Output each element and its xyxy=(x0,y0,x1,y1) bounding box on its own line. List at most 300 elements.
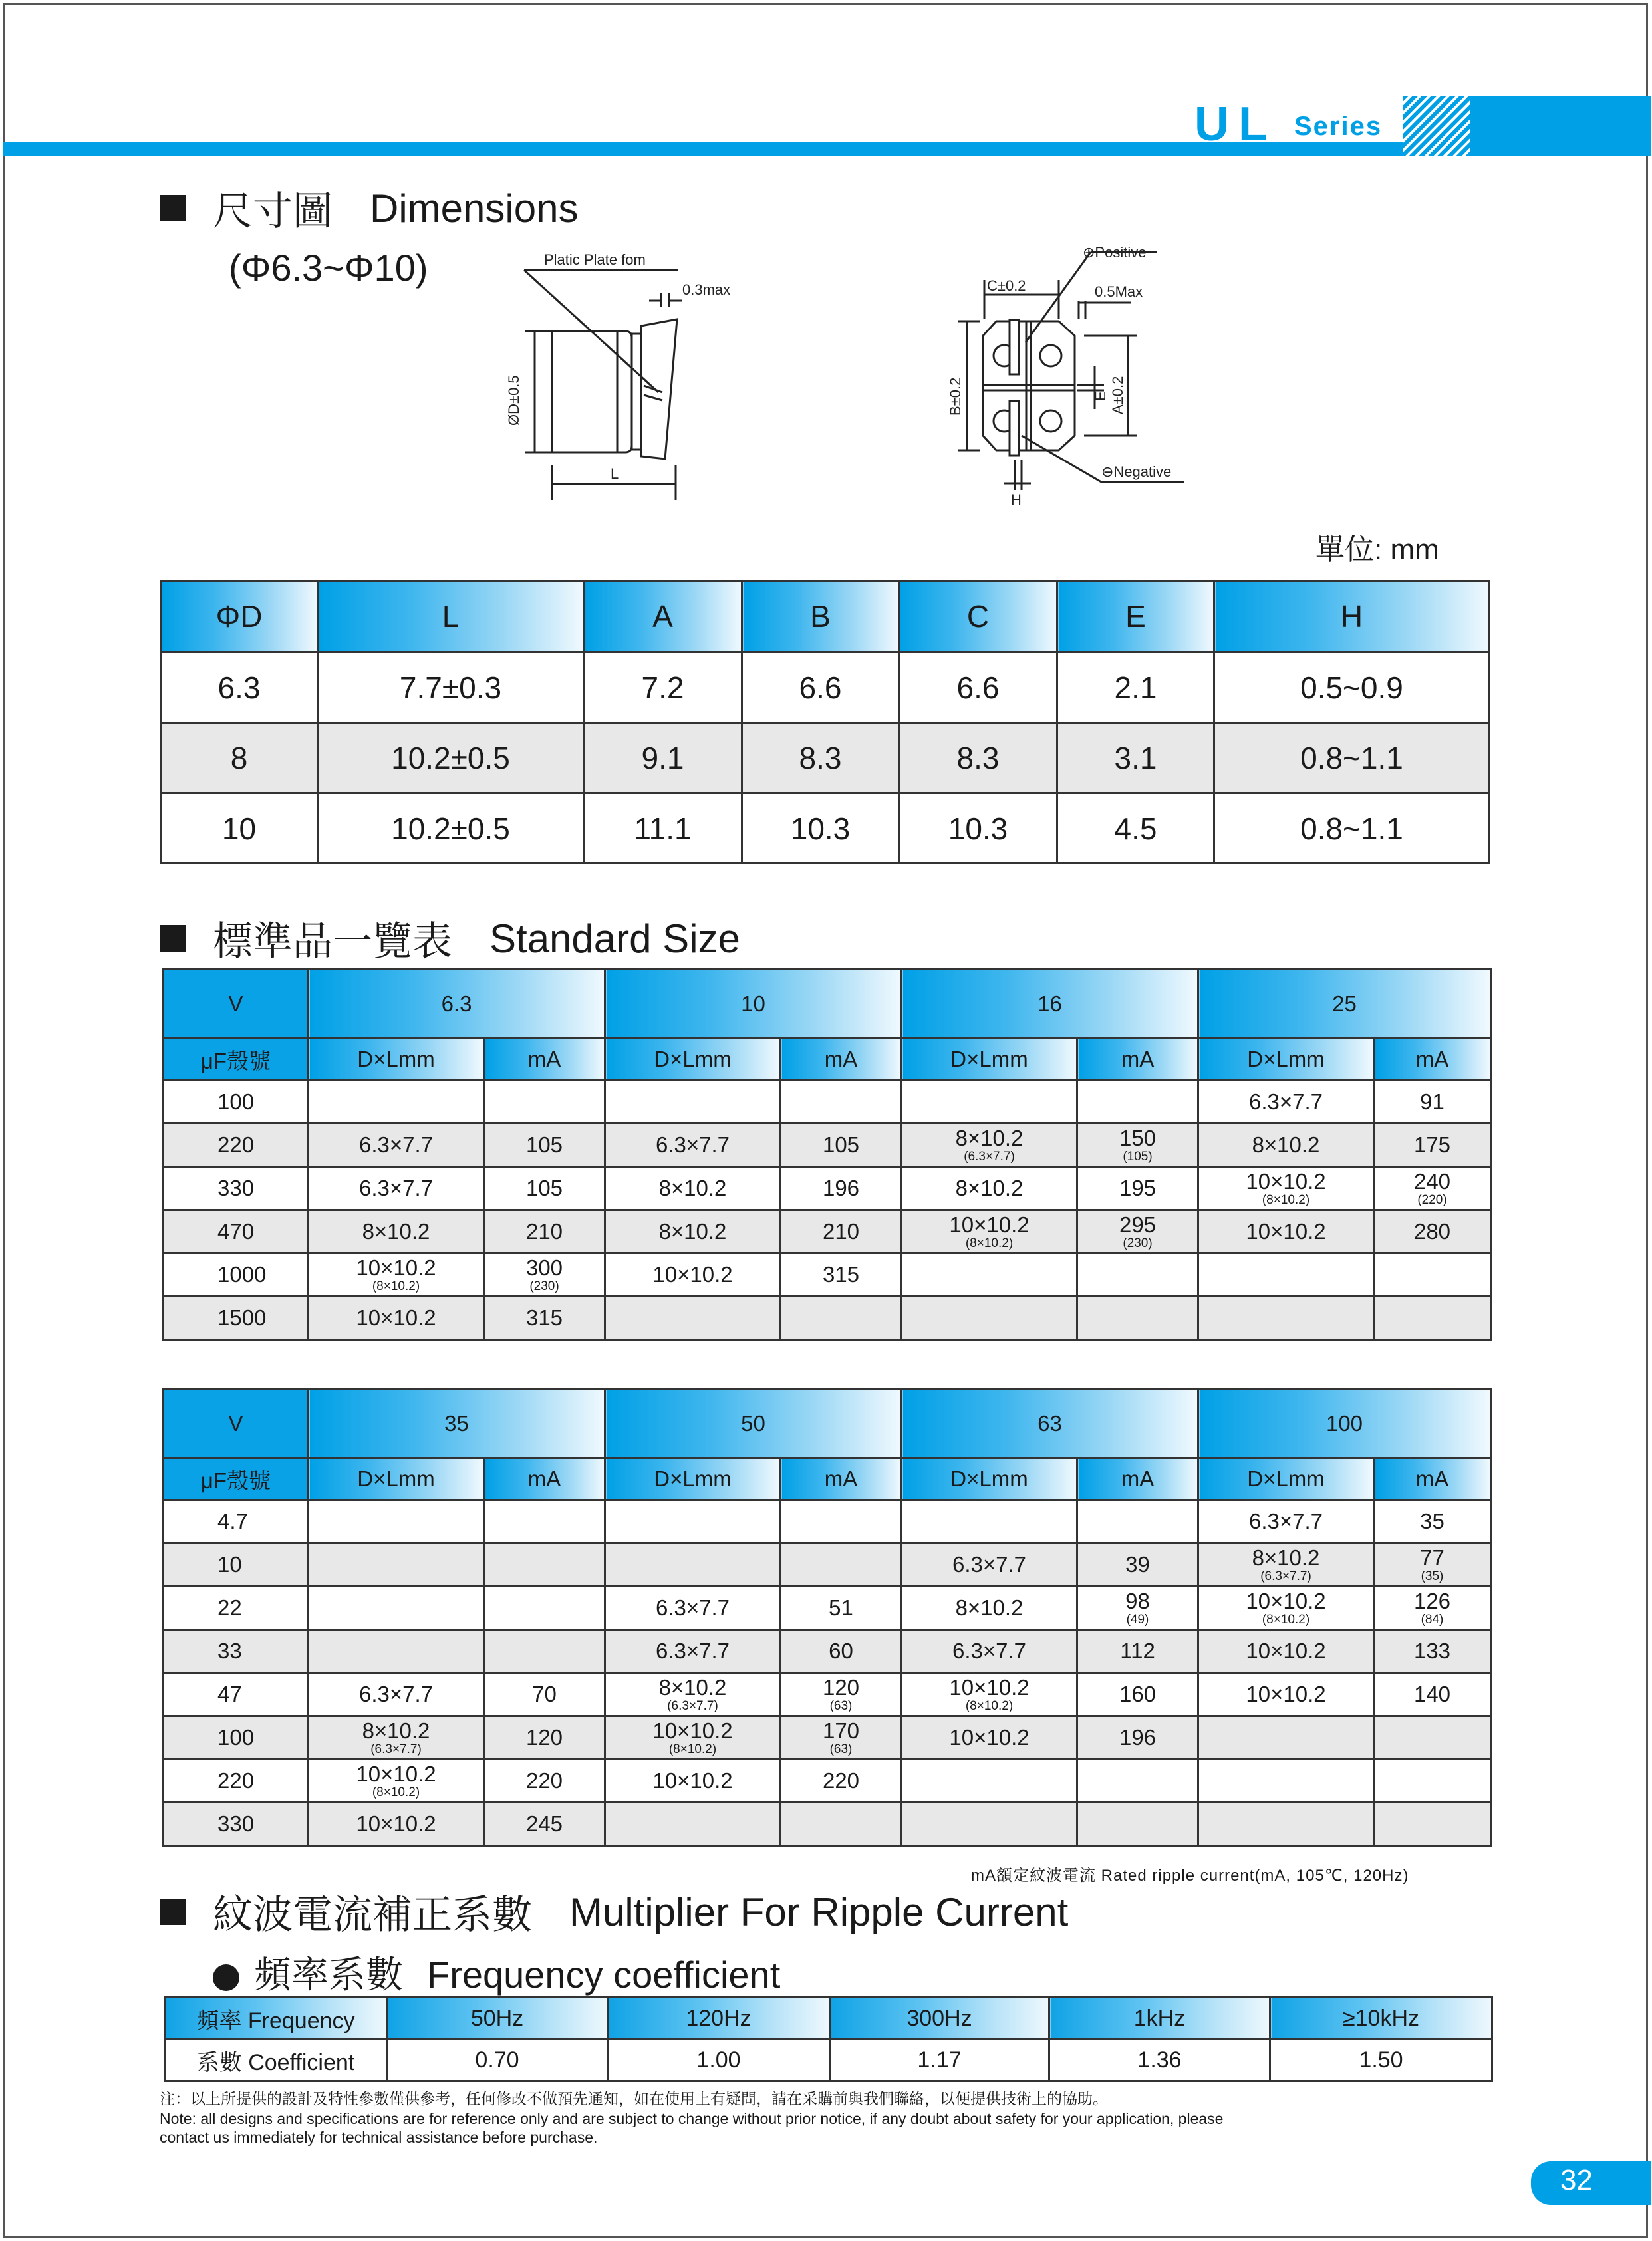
ripple-cell xyxy=(1077,1253,1198,1297)
size-cell xyxy=(605,1253,781,1297)
size-cell xyxy=(1198,1210,1374,1253)
v-label: V xyxy=(164,970,309,1039)
ripple-cell xyxy=(1077,1760,1198,1803)
dim-cell: 2.1 xyxy=(1057,652,1214,723)
cell-value: 60 xyxy=(829,1639,853,1663)
size-cell xyxy=(309,1500,484,1543)
ripple-cell xyxy=(484,1587,605,1630)
dxl-header: D×Lmm xyxy=(309,1458,484,1500)
size-cell xyxy=(902,1297,1077,1340)
size-cell xyxy=(605,1543,781,1587)
table-row xyxy=(161,652,1490,723)
ripple-cell xyxy=(1374,1297,1491,1340)
ripple-cell xyxy=(781,1673,902,1716)
dim-cell: 10.2±0.5 xyxy=(318,723,584,793)
frequency-cell: ≥10kHz xyxy=(1270,1998,1492,2040)
frequency-cell: 1kHz xyxy=(1049,1998,1270,2040)
uf-label: μF殼號 xyxy=(164,1039,309,1081)
size-cell xyxy=(902,1760,1077,1803)
unit-label: 單位: mm xyxy=(1315,533,1439,566)
ma-header: mA xyxy=(1374,1458,1491,1500)
voltage-cell: 6.3 xyxy=(309,970,605,1039)
size-cell xyxy=(902,1803,1077,1846)
stacked-value xyxy=(485,1257,604,1293)
voltage-cell: 63 xyxy=(902,1389,1198,1458)
dim-cell: 8.3 xyxy=(742,723,899,793)
c-label: C±0.2 xyxy=(987,277,1026,294)
main-value: 240 xyxy=(1413,1169,1451,1194)
size-cell xyxy=(605,1210,781,1253)
cell-value: 8×10.2 xyxy=(955,1595,1024,1620)
positive-label: ⊕Positive xyxy=(1083,244,1147,261)
table-row xyxy=(164,1760,1491,1803)
alt-value: (220) xyxy=(1417,1193,1447,1207)
ripple-cell xyxy=(1077,1500,1198,1543)
cell-value: 6.3×7.7 xyxy=(1248,1509,1323,1533)
size-cell xyxy=(902,1716,1077,1760)
ripple-cell xyxy=(1374,1167,1491,1210)
alt-value: (63) xyxy=(829,1742,853,1756)
ripple-cell xyxy=(781,1210,902,1253)
negative-label: ⊖Negative xyxy=(1101,463,1172,480)
table-row xyxy=(164,1500,1491,1543)
table-row xyxy=(161,723,1490,793)
coefficient-cell: 0.70 xyxy=(387,2040,608,2081)
ma-header: mA xyxy=(484,1458,605,1500)
main-value: 10×10.2 xyxy=(356,1762,436,1786)
cell-value: 196 xyxy=(822,1176,860,1200)
ripple-cell xyxy=(484,1253,605,1297)
dim-header-cell: C xyxy=(899,581,1057,652)
size-cell xyxy=(902,1673,1077,1716)
dim-cell: 4.5 xyxy=(1057,793,1214,864)
dim-cell: 6.6 xyxy=(899,652,1057,723)
cell-value: 6.3×7.7 xyxy=(655,1639,730,1663)
cell-value: 8×10.2 xyxy=(362,1219,430,1244)
alt-value: (8×10.2) xyxy=(668,1742,717,1756)
alt-value: (8×10.2) xyxy=(1262,1613,1310,1627)
size-cell xyxy=(1198,1124,1374,1167)
dim-header-cell: H xyxy=(1214,581,1490,652)
dim-header-cell: ΦD xyxy=(161,581,318,652)
size-cell xyxy=(605,1167,781,1210)
frequency-title-en: Frequency coefficient xyxy=(427,1954,781,1996)
size-cell xyxy=(605,1716,781,1760)
cell-value: 70 xyxy=(532,1682,557,1706)
cell-value: 120 xyxy=(525,1725,563,1750)
size-cell xyxy=(1198,1803,1374,1846)
coefficient-cell: 1.36 xyxy=(1049,2040,1270,2081)
dim-cell: 6.6 xyxy=(742,652,899,723)
ripple-cell xyxy=(1077,1124,1198,1167)
ripple-cell xyxy=(781,1167,902,1210)
cell-value: 10×10.2 xyxy=(1246,1682,1326,1706)
cell-value: 51 xyxy=(829,1595,853,1620)
size-cell xyxy=(309,1803,484,1846)
dxl-header: D×Lmm xyxy=(605,1458,781,1500)
capacitance-cell: 4.7 xyxy=(164,1500,309,1543)
table-row xyxy=(164,1124,1491,1167)
ma-header: mA xyxy=(1374,1039,1491,1081)
stacked-value xyxy=(309,1257,483,1293)
stacked-value xyxy=(1199,1590,1373,1626)
voltage-header-row xyxy=(164,970,1491,1039)
b-label: B±0.2 xyxy=(947,377,964,416)
max03-label: 0.3max xyxy=(682,281,731,298)
capacitance-cell: 220 xyxy=(164,1760,309,1803)
size-cell xyxy=(309,1081,484,1124)
standard-title-en: Standard Size xyxy=(489,916,740,961)
dim-cell: 0.5~0.9 xyxy=(1214,652,1490,723)
dim-cell: 3.1 xyxy=(1057,723,1214,793)
ripple-cell xyxy=(1077,1630,1198,1673)
size-cell xyxy=(309,1210,484,1253)
alt-value: (84) xyxy=(1421,1613,1444,1627)
ripple-cell xyxy=(484,1167,605,1210)
ripple-cell xyxy=(1077,1081,1198,1124)
v-label: V xyxy=(164,1389,309,1458)
main-value: 10×10.2 xyxy=(949,1212,1030,1237)
voltage-cell: 100 xyxy=(1198,1389,1491,1458)
alt-value: (8×10.2) xyxy=(372,1785,420,1799)
dim-cell: 10 xyxy=(161,793,318,864)
cell-value: 6.3×7.7 xyxy=(358,1682,434,1706)
size-cell xyxy=(309,1673,484,1716)
size-cell xyxy=(1198,1630,1374,1673)
dimensions-header-row xyxy=(161,581,1490,652)
dim-header-cell: A xyxy=(584,581,742,652)
size-cell xyxy=(902,1167,1077,1210)
series-letters: UL xyxy=(1194,98,1277,151)
dim-cell: 8 xyxy=(161,723,318,793)
size-cell xyxy=(1198,1167,1374,1210)
ripple-cell xyxy=(1374,1760,1491,1803)
capacitance-cell: 470 xyxy=(164,1210,309,1253)
table-row xyxy=(164,1253,1491,1297)
subheader-row xyxy=(164,1458,1491,1500)
dxl-header: D×Lmm xyxy=(902,1458,1077,1500)
ripple-cell xyxy=(1077,1673,1198,1716)
ripple-cell xyxy=(1077,1587,1198,1630)
dim-cell: 10.3 xyxy=(899,793,1057,864)
ripple-cell xyxy=(1374,1543,1491,1587)
cell-value: 91 xyxy=(1420,1089,1445,1114)
stacked-value xyxy=(781,1676,900,1712)
stacked-value xyxy=(902,1127,1076,1163)
size-cell xyxy=(1198,1081,1374,1124)
ma-header: mA xyxy=(1077,1458,1198,1500)
coefficient-cell: 1.50 xyxy=(1270,2040,1492,2081)
standard-table-1 xyxy=(162,968,1492,1341)
main-value: 10×10.2 xyxy=(652,1718,733,1743)
ripple-cell xyxy=(484,1803,605,1846)
stacked-value xyxy=(902,1214,1076,1250)
ripple-cell xyxy=(484,1124,605,1167)
dim-cell: 8.3 xyxy=(899,723,1057,793)
cell-value: 112 xyxy=(1120,1639,1155,1663)
section-square-icon xyxy=(160,925,186,952)
coefficient-label: 系數 Coefficient xyxy=(165,2040,387,2081)
dxl-header: D×Lmm xyxy=(1198,1039,1374,1081)
ripple-cell xyxy=(781,1630,902,1673)
cell-value: 10×10.2 xyxy=(356,1811,436,1836)
ripple-cell xyxy=(1077,1543,1198,1587)
main-value: 77 xyxy=(1420,1545,1445,1570)
frequency-cell: 300Hz xyxy=(830,1998,1049,2040)
stacked-value xyxy=(1375,1547,1490,1583)
cell-value: 6.3×7.7 xyxy=(655,1595,730,1620)
cell-value: 133 xyxy=(1413,1639,1451,1663)
main-value: 10×10.2 xyxy=(1246,1169,1326,1194)
stacked-value xyxy=(1375,1170,1490,1206)
ripple-cell xyxy=(781,1124,902,1167)
cell-value: 10×10.2 xyxy=(356,1305,436,1330)
capacitance-cell: 330 xyxy=(164,1167,309,1210)
table-row xyxy=(164,1803,1491,1846)
size-cell xyxy=(902,1500,1077,1543)
stacked-value xyxy=(606,1720,779,1756)
cell-value: 6.3×7.7 xyxy=(952,1552,1027,1577)
size-cell xyxy=(605,1587,781,1630)
main-value: 300 xyxy=(525,1255,563,1280)
dim-cell: 7.7±0.3 xyxy=(318,652,584,723)
size-cell xyxy=(1198,1587,1374,1630)
dim-cell: 10.3 xyxy=(742,793,899,864)
stacked-value xyxy=(1199,1547,1373,1583)
header-hatch xyxy=(1403,96,1470,156)
stacked-value xyxy=(1078,1127,1197,1163)
stacked-value xyxy=(1078,1214,1197,1250)
ma-header: mA xyxy=(781,1039,902,1081)
cell-value: 6.3×7.7 xyxy=(952,1639,1027,1663)
section-square-icon xyxy=(160,1899,186,1925)
section-square-icon xyxy=(160,195,186,221)
cell-value: 6.3×7.7 xyxy=(358,1132,434,1157)
stacked-value xyxy=(1375,1590,1490,1626)
capacitance-cell: 10 xyxy=(164,1543,309,1587)
stacked-value xyxy=(309,1763,483,1799)
size-cell xyxy=(605,1081,781,1124)
cell-value: 210 xyxy=(822,1219,860,1244)
size-cell xyxy=(1198,1673,1374,1716)
size-cell xyxy=(605,1297,781,1340)
ripple-cell xyxy=(484,1081,605,1124)
cell-value: 35 xyxy=(1420,1509,1445,1533)
note-zh: 注：以上所提供的設計及特性參數僅供參考，任何修改不做預先通知，如在使用上有疑問，請在采購前與我們聯絡，以便提供技術上的協助。 xyxy=(160,2090,1108,2107)
capacitance-cell: 100 xyxy=(164,1081,309,1124)
main-value: 10×10.2 xyxy=(949,1675,1030,1700)
ripple-cell xyxy=(781,1253,902,1297)
capacitance-cell: 100 xyxy=(164,1716,309,1760)
ripple-cell xyxy=(1374,1673,1491,1716)
ripple-cell xyxy=(781,1587,902,1630)
main-value: 10×10.2 xyxy=(356,1255,436,1280)
ma-header: mA xyxy=(1077,1039,1198,1081)
cell-value: 315 xyxy=(525,1305,563,1330)
main-value: 10×10.2 xyxy=(1246,1589,1326,1613)
main-value: 170 xyxy=(822,1718,860,1743)
alt-value: (49) xyxy=(1126,1613,1149,1627)
ripple-cell xyxy=(1077,1297,1198,1340)
cell-value: 160 xyxy=(1119,1682,1157,1706)
ripple-cell xyxy=(1374,1253,1491,1297)
capacitance-cell: 33 xyxy=(164,1630,309,1673)
cell-value: 8×10.2 xyxy=(658,1176,727,1200)
frequency-table xyxy=(164,1996,1493,2082)
alt-value: (63) xyxy=(829,1699,853,1713)
size-cell xyxy=(605,1760,781,1803)
table-row xyxy=(164,1673,1491,1716)
stacked-value xyxy=(902,1676,1076,1712)
capacitance-cell: 330 xyxy=(164,1803,309,1846)
size-cell xyxy=(309,1124,484,1167)
cell-value: 39 xyxy=(1125,1552,1150,1577)
dim-header-cell: B xyxy=(742,581,899,652)
size-cell xyxy=(902,1253,1077,1297)
ripple-cell xyxy=(484,1760,605,1803)
size-cell xyxy=(309,1630,484,1673)
table-row xyxy=(164,1081,1491,1124)
size-cell xyxy=(902,1587,1077,1630)
bullet-icon xyxy=(213,1964,239,1991)
ripple-cell xyxy=(1374,1803,1491,1846)
size-cell xyxy=(605,1803,781,1846)
note-en-line1: Note: all designs and specifications are for reference only and are subject to change without prior notice, if any doubt about safety for your application, please xyxy=(160,2110,1224,2127)
note-en-line2: contact us immediately for technical assistance before purchase. xyxy=(160,2129,598,2146)
alt-value: (6.3×7.7) xyxy=(667,1699,718,1713)
max05-label: 0.5Max xyxy=(1095,283,1143,300)
cell-value: 10×10.2 xyxy=(1246,1639,1326,1663)
table-row xyxy=(164,1587,1491,1630)
ripple-title-zh: 紋波電流補正系數 xyxy=(213,1893,532,1937)
ripple-cell xyxy=(1374,1716,1491,1760)
dimensions-title-zh: 尺寸圖 xyxy=(213,189,333,233)
cell-value: 280 xyxy=(1413,1219,1451,1244)
table-row xyxy=(164,1297,1491,1340)
size-cell xyxy=(309,1543,484,1587)
ma-header: mA xyxy=(484,1039,605,1081)
size-cell xyxy=(309,1167,484,1210)
frequency-row xyxy=(165,1998,1492,2040)
ripple-cell xyxy=(484,1716,605,1760)
ripple-cell xyxy=(781,1081,902,1124)
frequency-subheading xyxy=(213,1946,780,1999)
header-block xyxy=(1470,96,1651,156)
size-cell xyxy=(309,1587,484,1630)
series-word: Series xyxy=(1294,112,1383,141)
cell-value: 10×10.2 xyxy=(949,1725,1030,1750)
dxl-header: D×Lmm xyxy=(1198,1458,1374,1500)
size-cell xyxy=(309,1253,484,1297)
cell-value: 245 xyxy=(525,1811,563,1836)
dim-cell: 0.8~1.1 xyxy=(1214,793,1490,864)
cell-value: 315 xyxy=(822,1262,860,1287)
capacitance-cell: 47 xyxy=(164,1673,309,1716)
stacked-value xyxy=(1078,1590,1197,1626)
table-row xyxy=(164,1716,1491,1760)
voltage-header-row xyxy=(164,1389,1491,1458)
dim-cell: 7.2 xyxy=(584,652,742,723)
main-value: 98 xyxy=(1125,1589,1150,1613)
page-number: 32 xyxy=(1560,2164,1593,2196)
alt-value: (35) xyxy=(1421,1569,1444,1583)
l-label: L xyxy=(611,465,619,482)
size-cell xyxy=(309,1297,484,1340)
uf-label: μF殼號 xyxy=(164,1458,309,1500)
dxl-header: D×Lmm xyxy=(605,1039,781,1081)
ripple-cell xyxy=(1374,1210,1491,1253)
size-cell xyxy=(902,1630,1077,1673)
side-view-diagram xyxy=(466,246,758,512)
alt-value: (8×10.2) xyxy=(1262,1193,1310,1207)
capacitance-cell: 1500 xyxy=(164,1297,309,1340)
frequency-title-zh: 頻率系數 xyxy=(254,1954,403,1996)
standard-table-2 xyxy=(162,1388,1492,1847)
size-cell xyxy=(1198,1500,1374,1543)
main-value: 8×10.2 xyxy=(362,1718,430,1743)
ripple-cell xyxy=(1374,1630,1491,1673)
size-cell xyxy=(605,1673,781,1716)
ripple-cell xyxy=(484,1500,605,1543)
cell-value: 6.3×7.7 xyxy=(1248,1089,1323,1114)
voltage-cell: 50 xyxy=(605,1389,902,1458)
ripple-cell xyxy=(781,1803,902,1846)
coefficient-row xyxy=(165,2040,1492,2081)
cell-value: 6.3×7.7 xyxy=(358,1176,434,1200)
dxl-header: D×Lmm xyxy=(902,1039,1077,1081)
cell-value: 105 xyxy=(822,1132,860,1157)
size-cell xyxy=(605,1124,781,1167)
cell-value: 140 xyxy=(1413,1682,1451,1706)
table-row xyxy=(161,793,1490,864)
cell-value: 8×10.2 xyxy=(1252,1132,1320,1157)
cell-value: 10×10.2 xyxy=(1246,1219,1326,1244)
cell-value: 175 xyxy=(1413,1132,1451,1157)
alt-value: (8×10.2) xyxy=(965,1699,1014,1713)
alt-value: (6.3×7.7) xyxy=(1260,1569,1311,1583)
ripple-cell xyxy=(1077,1716,1198,1760)
main-value: 8×10.2 xyxy=(658,1675,727,1700)
ripple-heading xyxy=(160,1883,1068,1940)
a-label: A±0.2 xyxy=(1109,376,1126,414)
cell-value: 8×10.2 xyxy=(658,1219,727,1244)
size-cell xyxy=(309,1716,484,1760)
alt-value: (230) xyxy=(529,1279,559,1293)
alt-value: (6.3×7.7) xyxy=(370,1742,422,1756)
ripple-cell xyxy=(781,1716,902,1760)
cell-value: 210 xyxy=(525,1219,563,1244)
size-cell xyxy=(309,1760,484,1803)
e-label: E xyxy=(1092,391,1109,401)
stacked-value xyxy=(606,1676,779,1712)
alt-value: (105) xyxy=(1123,1150,1153,1164)
ripple-cell xyxy=(1374,1124,1491,1167)
size-cell xyxy=(902,1210,1077,1253)
rated-note: mA額定紋波電流 Rated ripple current(mA, 105℃, 120Hz) xyxy=(971,1867,1409,1885)
dimensions-table xyxy=(160,580,1490,864)
ripple-cell xyxy=(1077,1167,1198,1210)
ripple-cell xyxy=(781,1500,902,1543)
diameter-label: ØD±0.5 xyxy=(505,375,522,426)
ripple-cell xyxy=(1077,1803,1198,1846)
ripple-cell xyxy=(1374,1500,1491,1543)
main-value: 8×10.2 xyxy=(1252,1545,1320,1570)
size-cell xyxy=(605,1500,781,1543)
dimensions-title-en: Dimensions xyxy=(370,186,579,231)
dim-header-cell: E xyxy=(1057,581,1214,652)
h-label: H xyxy=(1011,491,1022,508)
cell-value: 10×10.2 xyxy=(652,1262,733,1287)
